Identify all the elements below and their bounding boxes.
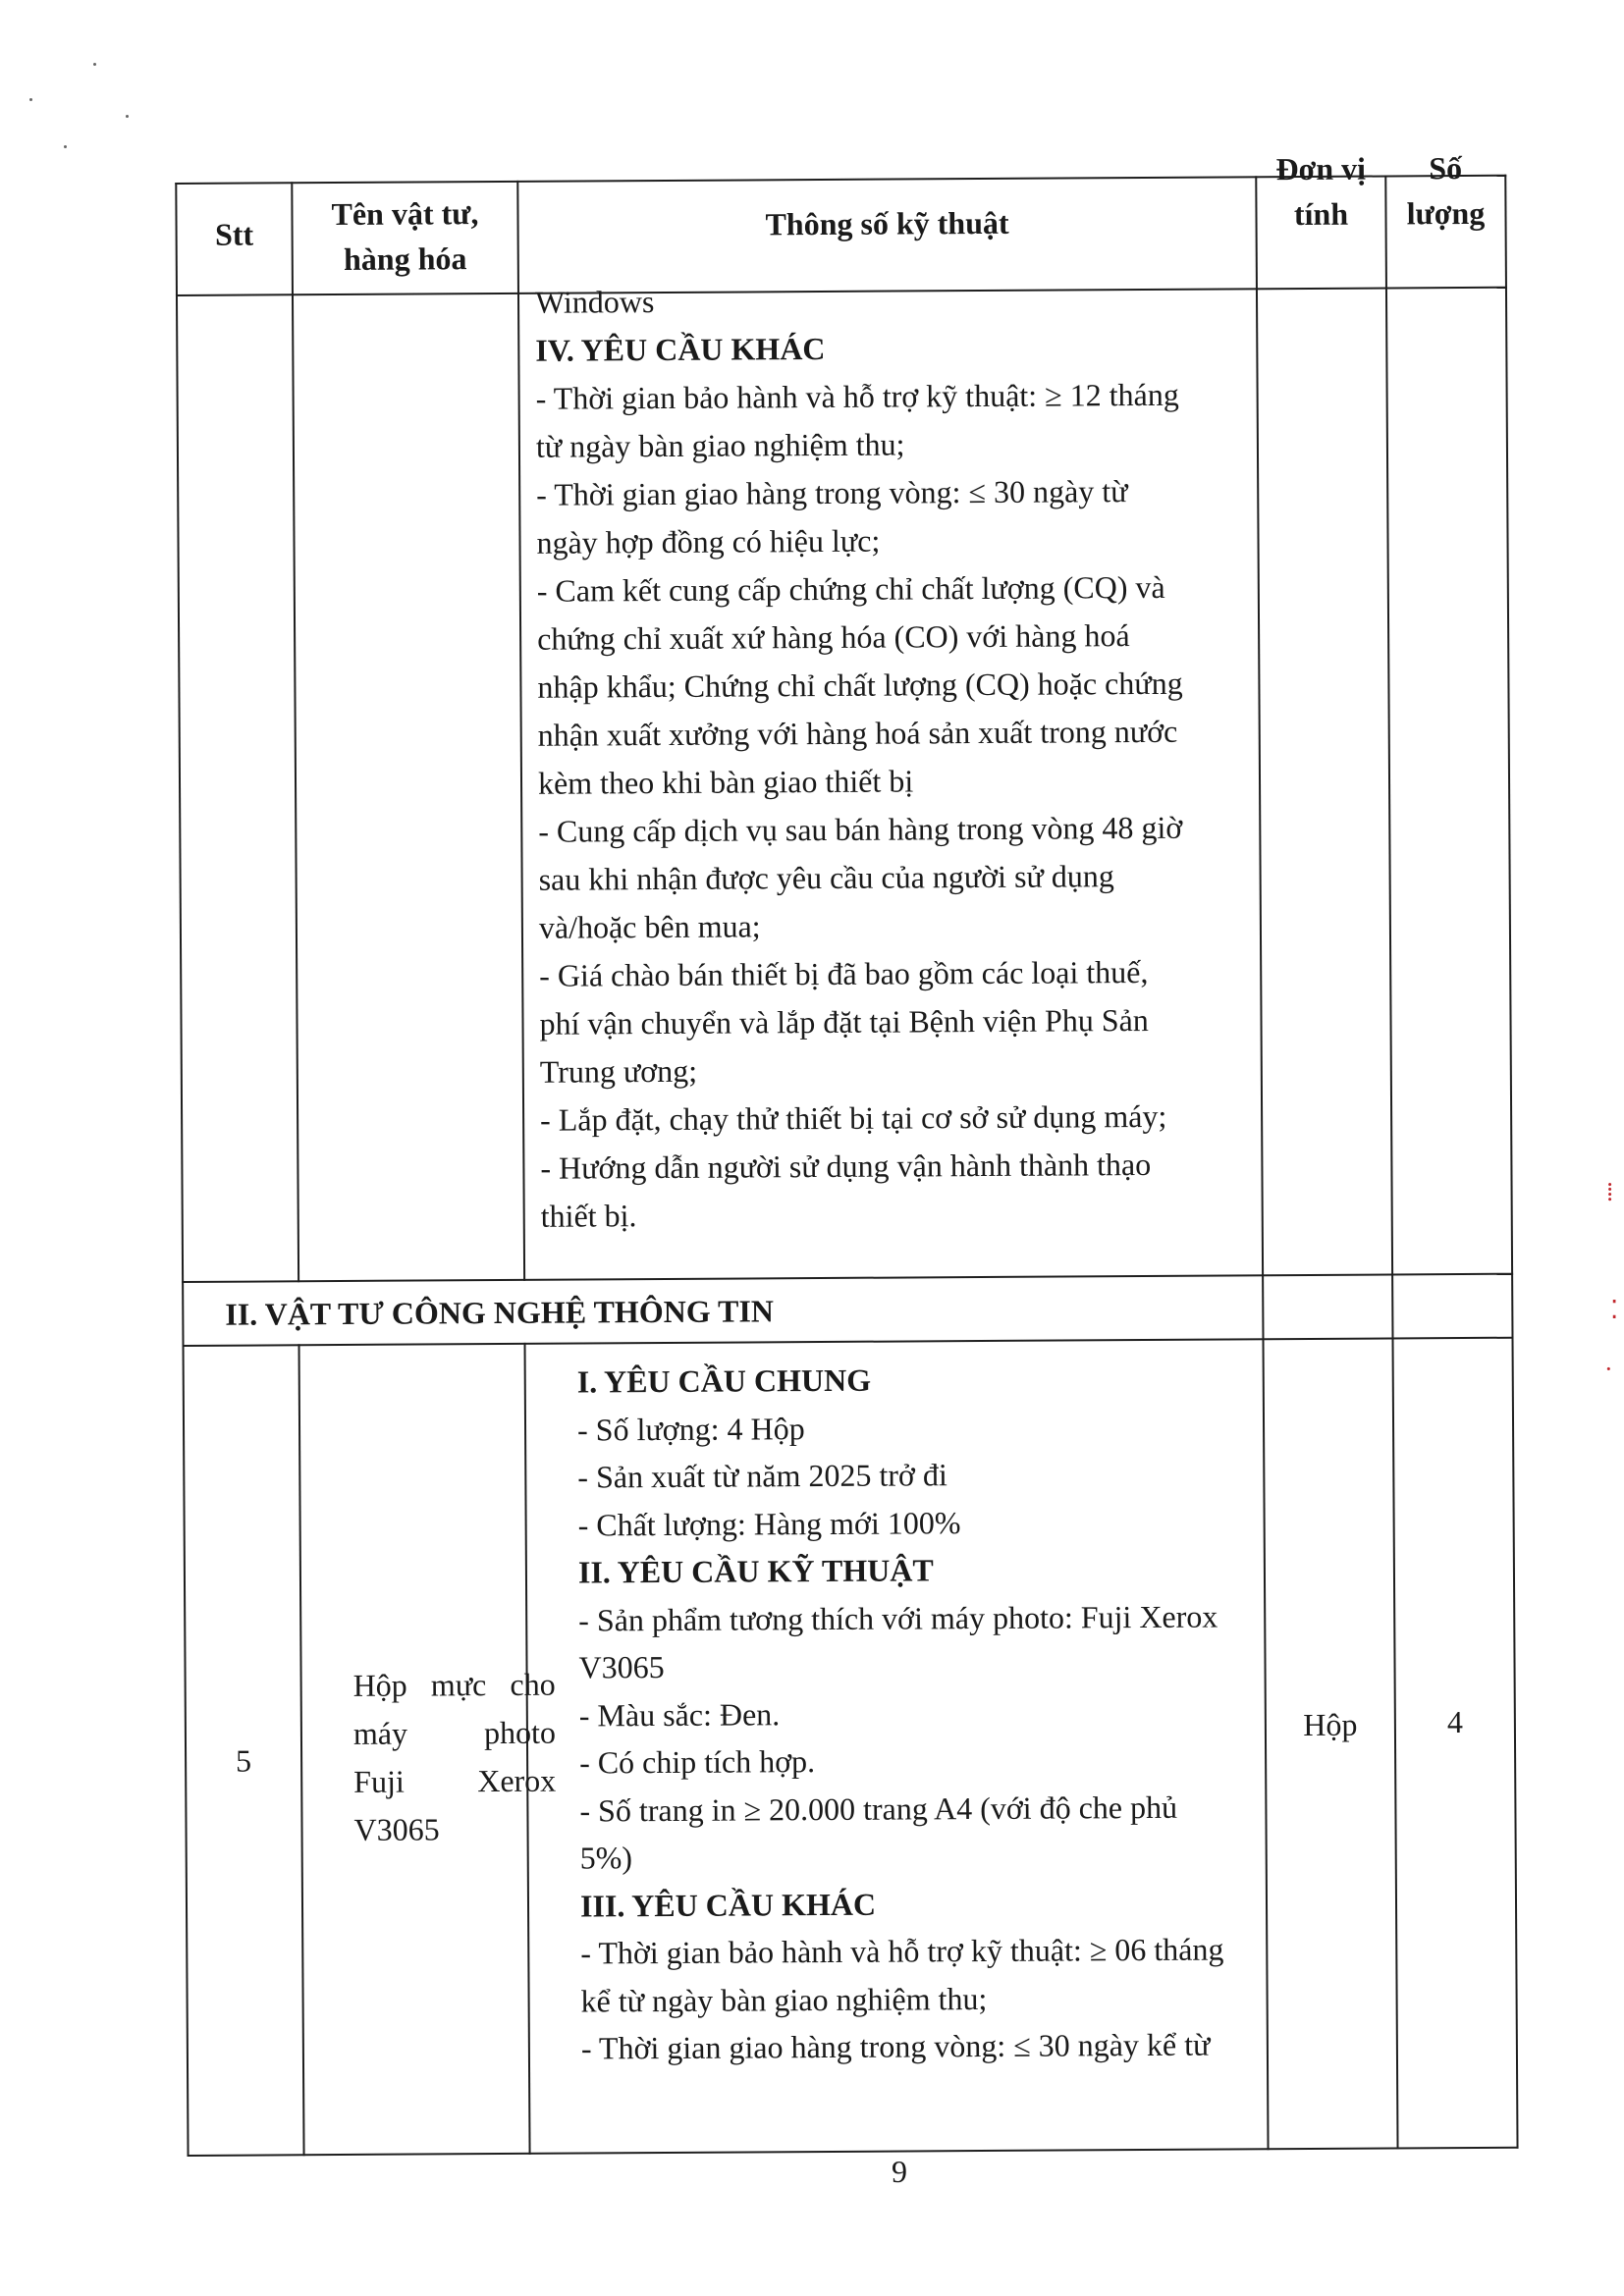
stamp-fragment-icon: ⁞ bbox=[1606, 1178, 1614, 1206]
spec-line: - Thời gian bảo hành và hỗ trợ kỹ thuật: ≥ 06 tháng bbox=[580, 1931, 1224, 1971]
spec-heading: IV. YÊU CẦU KHÁC bbox=[535, 330, 826, 368]
spec-line: - Cung cấp dịch vụ sau bán hàng trong vòng 48 giờ bbox=[538, 809, 1183, 849]
row5-qty: 4 bbox=[1446, 1704, 1463, 1740]
spec-line: sau khi nhận được yêu cầu của người sử dụng bbox=[538, 858, 1114, 897]
spec-line: kèm theo khi bàn giao thiết bị bbox=[537, 763, 914, 801]
spec-line: - Hướng dẫn người sử dụng vận hành thành thạo bbox=[540, 1146, 1152, 1186]
spec-heading: II. YÊU CẦU KỸ THUẬT bbox=[577, 1552, 934, 1590]
spec-line: - Màu sắc: Đen. bbox=[578, 1695, 781, 1734]
row5-stt: 5 bbox=[235, 1742, 252, 1779]
spec-line: - Thời gian giao hàng trong vòng: ≤ 30 ngày từ bbox=[536, 473, 1128, 512]
header-qty-line1: Số bbox=[1429, 150, 1463, 187]
row5-name-line: Hộp mực cho bbox=[352, 1666, 556, 1703]
spec-line: ngày hợp đồng có hiệu lực; bbox=[536, 522, 881, 561]
section-bottom-border bbox=[183, 1337, 1514, 1347]
header-specs: Thông số kỹ thuật bbox=[765, 204, 1009, 242]
spec-line: và/hoặc bên mua; bbox=[538, 908, 761, 945]
continued-specs-cell bbox=[535, 274, 1256, 1240]
table-left-border bbox=[175, 183, 189, 2157]
header-name bbox=[293, 190, 517, 282]
header-name-line1: Tên vật tư, bbox=[331, 195, 479, 233]
spec-line: - Thời gian bảo hành và hỗ trợ kỹ thuật: ≥ 12 tháng bbox=[535, 376, 1179, 416]
spec-line: - Chất lượng: Hàng mới 100% bbox=[577, 1504, 961, 1543]
row5-name-line: V3065 bbox=[353, 1811, 440, 1847]
spec-line: - Sản xuất từ năm 2025 trở đi bbox=[577, 1457, 947, 1495]
spec-line: - Thời gian giao hàng trong vòng: ≤ 30 ngày kể từ bbox=[580, 2026, 1211, 2066]
spec-line: nhập khẩu; Chứng chỉ chất lượng (CQ) hoặc chứng bbox=[537, 665, 1183, 705]
spec-line: chứng chỉ xuất xứ hàng hóa (CO) với hàng hoá bbox=[537, 617, 1130, 657]
spec-line: V3065 bbox=[578, 1648, 665, 1685]
spec-heading: III. YÊU CẦU KHÁC bbox=[579, 1886, 877, 1924]
header-qty-line2: lượng bbox=[1406, 194, 1486, 232]
table-bottom-border bbox=[188, 2147, 1519, 2157]
col-divider-unit bbox=[1384, 175, 1398, 2149]
spec-line: - Số lượng: 4 Hộp bbox=[576, 1410, 805, 1448]
header-stt: Stt bbox=[214, 216, 254, 252]
spec-line: - Lắp đặt, chạy thử thiết bị tại cơ sở sử dụng máy; bbox=[540, 1097, 1167, 1138]
row5-name-line: máy photo bbox=[352, 1714, 557, 1751]
section-top-border bbox=[182, 1273, 1513, 1283]
spec-line: phí vận chuyển và lắp đặt tại Bệnh viện Phụ Sản bbox=[539, 1001, 1149, 1041]
header-unit-line2: tính bbox=[1293, 195, 1349, 233]
spec-line: - Số trang in ≥ 20.000 trang A4 (với độ che phủ bbox=[579, 1789, 1178, 1829]
row5-specs-cell bbox=[577, 1354, 1298, 2072]
spec-line: từ ngày bàn giao nghiệm thu; bbox=[535, 426, 905, 464]
row5-name-line: Fuji Xerox bbox=[353, 1762, 557, 1799]
header-unit bbox=[1257, 145, 1385, 237]
section-title: II. VẬT TƯ CÔNG NGHỆ THÔNG TIN bbox=[225, 1293, 775, 1332]
spec-line: kể từ ngày bàn giao nghiệm thu; bbox=[580, 1980, 988, 2019]
spec-line: Windows bbox=[534, 284, 655, 320]
spec-line: 5%) bbox=[579, 1840, 633, 1876]
stamp-fragment-icon: · bbox=[1604, 1355, 1613, 1383]
header-qty bbox=[1386, 145, 1505, 237]
spec-line: - Giá chào bán thiết bị đã bao gồm các loại thuế, bbox=[539, 953, 1149, 993]
table-right-border bbox=[1504, 175, 1518, 2149]
page-number: 9 bbox=[892, 2154, 907, 2189]
header-name-line2: hàng hóa bbox=[343, 240, 467, 277]
col-divider-stt bbox=[291, 182, 299, 1282]
col-divider-name bbox=[516, 181, 525, 1281]
header-unit-line1: Đơn vị bbox=[1275, 150, 1367, 187]
row5-unit: Hộp bbox=[1303, 1706, 1358, 1743]
spec-line: - Cam kết cung cấp chứng chỉ chất lượng (CQ) và bbox=[536, 568, 1165, 609]
spec-line: Trung ương; bbox=[539, 1052, 698, 1090]
spec-line: nhận xuất xưởng với hàng hoá sản xuất trong nước bbox=[537, 713, 1178, 753]
spec-line: thiết bị. bbox=[540, 1198, 637, 1234]
row5-item-name bbox=[352, 1661, 556, 1854]
stamp-fragment-icon: ⁚ bbox=[1610, 1296, 1619, 1324]
spec-line: - Có chip tích hợp. bbox=[579, 1743, 816, 1781]
spec-line: - Sản phẩm tương thích với máy photo: Fuji Xerox bbox=[578, 1598, 1218, 1638]
spec-heading: I. YÊU CẦU CHUNG bbox=[576, 1362, 872, 1400]
